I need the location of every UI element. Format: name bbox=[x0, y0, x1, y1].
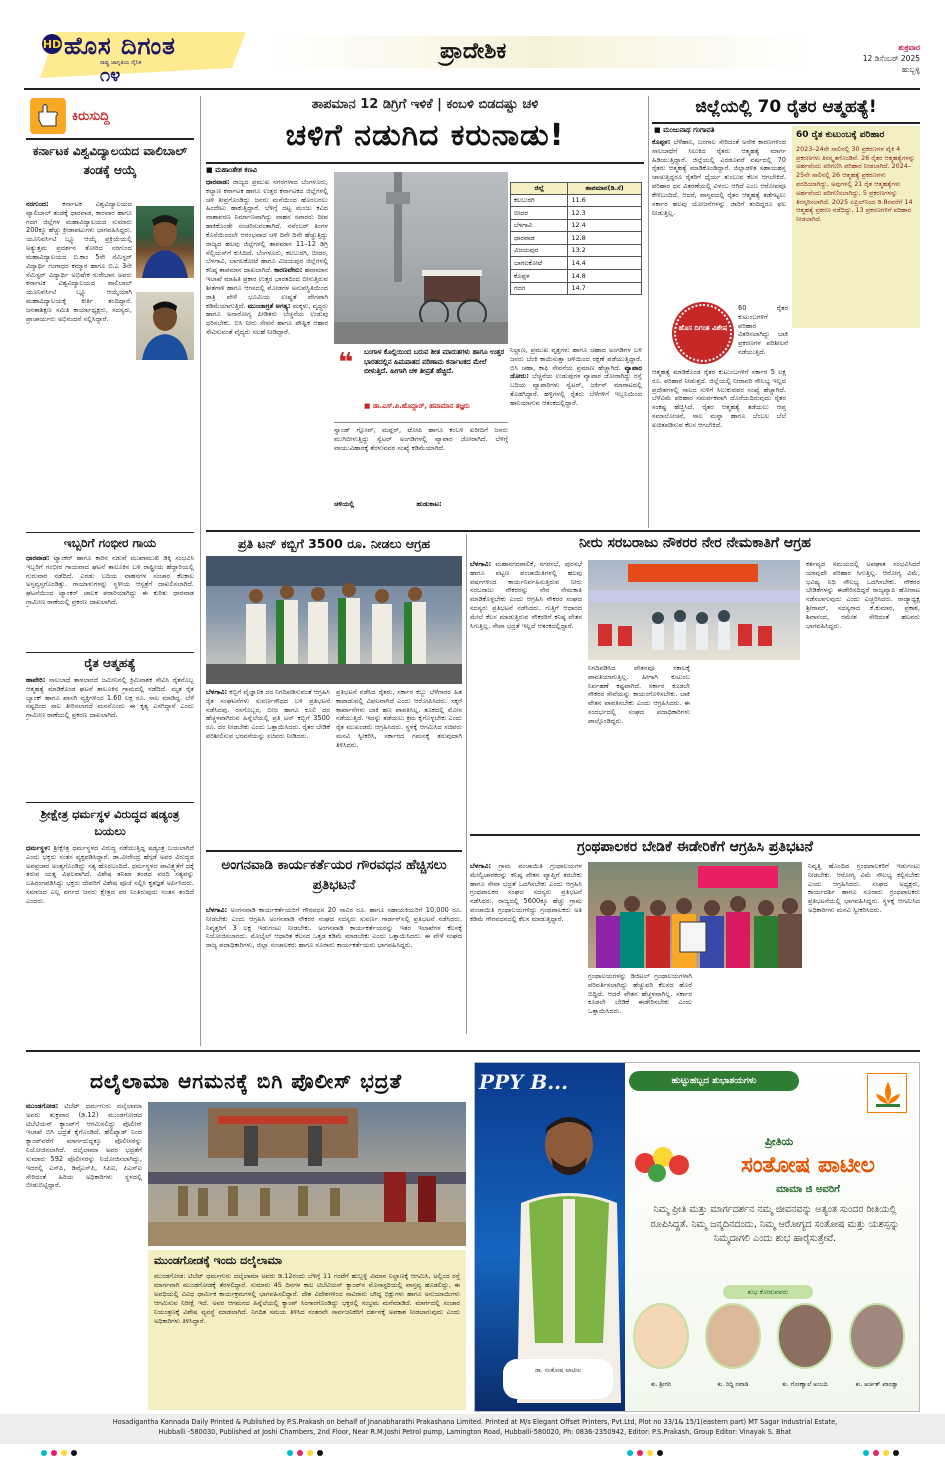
table-cell: 12.8 bbox=[568, 232, 642, 245]
dateline bbox=[824, 43, 920, 76]
librarian-protest-photo bbox=[588, 862, 802, 968]
cold-quote-by-text: ಡಾ.ಎಸ್.ಪಿ.ಹೊದ್ದಾರ್, ಹವಾಮಾನ ತಜ್ಞರು bbox=[372, 402, 470, 410]
cold-rule bbox=[206, 162, 644, 164]
water-body3: ಕರ್ತವ್ಯದ ಸಮಯದಲ್ಲಿ ಅಪಘಾತ ಸಂಭವಿಸಿದರೆ ಯಾವುದೇ ಪರಿಹಾರ ಸಿಗುತ್ತಿಲ್ಲ. ಆರೋಗ್ಯ ವಿಮೆ, ಭವಿಷ್ಯ ನಿಧಿ ಸೌಲಭ್ಯ ಒದಗಿಸಬೇಕು. ನೌಕರರ ಬೇಡಿಕೆಗಳನ್ನು ಈಡೇರಿಸದಿದ್ದರೆ ರಾಜ್ಯವ್ಯಾಪಿ ಹೋರಾಟ ನಡೆಸಲಾಗುವುದು ಎಂದು ಎಚ್ಚರಿಸಿದರು. ರಾಜ್ಯಾಧ್ಯಕ್ಷ ಶ್ರೀರಾಮ್, ಸದಸ್ಯರಾದ ಕೆ.ಕುಮಾರ, ಪ್ರಕಾಶ, ಶಿವಾನಂದ, ರಮೇಶ ಸೇರಿದಂತೆ ಹಲವರು ಭಾಗವಹಿಸಿದ್ದರು. bbox=[806, 560, 920, 630]
brief3-body bbox=[26, 676, 194, 800]
special-seal-text: ಹೊಸ ದಿಗಂತ ವಿಶೇಷ bbox=[678, 324, 728, 332]
cold-body2: ಹವಾಮಾನ ಇಲಾಖೆ ಮಾಹಿತಿ ಪ್ರಕಾರ ಉತ್ತರ ಭಾರತದಿಂದ ಬೀಸುತ್ತಿರುವ ಶೀತಗಾಳಿ ಹಾಗೂ ಆಗಸದಲ್ಲಿ ಮೋಡಗಳ ಅನುಪಸ್ಥಿತಿಯಿಂದ ರಾತ್ರಿ ವೇಳೆ ಭೂಮಿಯ ಉಷ್ಣತೆ ವೇಗವಾಗಿ ಕಡಿಮೆಯಾಗುತ್ತಿದೆ. bbox=[206, 266, 328, 310]
sugarcane-headline: ಪ್ರತಿ ಟನ್ ಕಬ್ಬಿಗೆ 3500 ರೂ. ನೀಡಲು ಆಗ್ರಹ bbox=[237, 536, 431, 551]
librarian-body-col2 bbox=[588, 972, 692, 1042]
table-row bbox=[511, 232, 642, 245]
brief3-headline: ರೈತ ಆತ್ಮಹತ್ಯೆ bbox=[84, 656, 136, 670]
farmers-rule bbox=[652, 122, 920, 124]
farmers-byline: ■ ಮಂಜುನಾಥ ಗಂಗಾವತಿ bbox=[654, 126, 715, 134]
section-band bbox=[268, 36, 813, 68]
anganwadi-body bbox=[206, 906, 462, 1042]
farmers-body3: ಆತ್ಮಹತ್ಯೆ ಮಾಡಿಕೊಂಡ ರೈತರ ಕುಟುಂಬಗಳಿಗೆ ಸರ್ಕಾರ 5 ಲಕ್ಷ ರೂ. ಪರಿಹಾರ ನೀಡುತ್ತದೆ. ಜಿಲ್ಲೆಯಲ್ಲಿ ನೀರಾವರಿ ಸೌಲಭ್ಯ ಇಲ್ಲದ ಪ್ರದೇಶಗಳಲ್ಲಿ ಸಾಲದ ಸುಳಿಗೆ ಸಿಲುಕುವವರ ಸಂಖ್ಯೆ ಹೆಚ್ಚಾಗಿದೆ. ಬೆಳೆವಿಮೆ ಪರಿಹಾರ ಸಮರ್ಪಕವಾಗಿ ದೊರೆಯದಿರುವುದು ರೈತರ ಸಂಕಷ್ಟ ಹೆಚ್ಚಿಸಿದೆ. ರೈತರ ಆತ್ಮಹತ್ಯೆ ತಡೆಯಲು ಆಪ್ತ ಸಮಾಲೋಚನೆ, ಸಾಲ ಮನ್ನಾ ಹಾಗೂ ಬೆಂಬಲ ಬೆಲೆ ಖಚಿತಪಡಿಸುವ ಕೆಲಸ ಆಗಬೇಕಿದೆ. bbox=[652, 368, 786, 429]
brief2-body bbox=[26, 554, 194, 650]
cold-body3: ಮಕ್ಕಳು, ವೃದ್ಧರು ಹಾಗೂ ಅನಾರೋಗ್ಯ ಪೀಡಿತರು ಬೆಚ್ಚನೆಯ ಉಡುಪು ಧರಿಸಬೇಕು. ಬಿಸಿ ನೀರು ಸೇವನೆ ಹಾಗೂ ಪೌಷ್ಟಿಕ ಆಹಾರ ಸೇವಿಸುವಂತೆ ವೈದ್ಯರು ಸಲಹೆ ನೀಡಿದ್ದಾರೆ. bbox=[206, 301, 328, 337]
sugarcane-protest-photo bbox=[206, 556, 462, 684]
librarian-dateline: ಬೆಳಗಾವಿ: bbox=[470, 862, 492, 870]
wisher-name-1: ಕು. ಶ್ರೀಗರಿ bbox=[650, 1381, 672, 1388]
table-cell: 13.2 bbox=[568, 244, 642, 257]
col-divider-left bbox=[200, 96, 201, 1046]
col-divider-row2 bbox=[466, 534, 467, 1034]
sugarcane-body-col2 bbox=[336, 688, 462, 844]
footer-line-1: Hosadigantha Kannada Daily Printed & Published by P.S.Prakash on behalf of Jnanabharathi Prakashana Limited. Printed at M/s Elegant Offset Printers, Pvt.Ltd, Plot no 33/1& 15/1(eastern part) MT Sagar Industrial Estate, bbox=[112, 1418, 838, 1426]
cold-body-col4 bbox=[510, 346, 642, 518]
cold-body5: ನಿಲ್ದಾಣ, ಪ್ರಮುಖ ವೃತ್ತಗಳು ಹಾಗೂ ಚಹಾದ ಅಂಗಡಿಗಳ ಬಳಿ ಜನರು ಬೆಂಕಿ ಕಾಯಿಸುತ್ತಾ ಚಳಿಯಿಂದ ರಕ್ಷಣೆ ಪಡೆಯುತ್ತಿದ್ದಾರೆ. ಬಿಸಿ ಚಹಾ, ಕಾಫಿ ಸೇವನೆಯ ಪ್ರಮಾಣ ಹೆಚ್ಚಾಗಿದೆ. bbox=[510, 346, 642, 372]
brief-divider-1 bbox=[26, 532, 194, 533]
date-day: ಶುಕ್ರವಾರ bbox=[898, 43, 920, 52]
librarian-body3: ನಿವೃತ್ತಿ ಹೊಂದಿದ ಗ್ರಂಥಪಾಲಕರಿಗೆ ಇಡುಗಂಟು ನೀಡಬೇಕು. ಆರೋಗ್ಯ ವಿಮೆ ಸೌಲಭ್ಯ ಕಲ್ಪಿಸಬೇಕು ಎಂದು ಆಗ್ರಹಿಸಿದರು. ಸಂಘದ ಅಧ್ಯಕ್ಷರು, ಕಾರ್ಯದರ್ಶಿ ಹಾಗೂ ನೂರಾರು ಗ್ರಂಥಪಾಲಕರು ಪ್ರತಿಭಟನೆಯಲ್ಲಿ ಭಾಗವಹಿಸಿದ್ದರು. ಸ್ಥಳಕ್ಕೆ ಆಗಮಿಸಿದ ಅಧಿಕಾರಿಗಳು ಮನವಿ ಸ್ವೀಕರಿಸಿದರು. bbox=[808, 862, 920, 915]
cold-body1: ರಾಜ್ಯದ ಪ್ರಮುಖ ನಗರಗಳಾದ ಬೆಂಗಳೂರು, ಕಲ್ಯಾಣ ಕರ್ನಾಟಕ ಹಾಗೂ ಉತ್ತರ ಕರ್ನಾಟಕದ ಜಿಲ್ಲೆಗಳಲ್ಲಿ ಚಳಿ ತೀವ್ರಗೊಂಡಿದ್ದು ಜನರು ಮನೆಯಿಂದ ಹೊರಬರಲು ಹಿಂದೇಟು ಹಾಕುತ್ತಿದ್ದಾರೆ. ಬೆಳಿಗ್ಗೆ ದಟ್ಟ ಮಂಜು ಕವಿದ ವಾತಾವರಣ ನಿರ್ಮಾಣವಾಗಿದ್ದು ವಾಹನ ಸವಾರರು ದೀಪ ಹಾಕಿಕೊಂಡೇ ಸಂಚರಿಸುವಂತಾಗಿದೆ. ನವೆಂಬರ್ ತಿಂಗಳ ಕೊನೆಯಿಂದಲೇ ಆರಂಭವಾದ ಚಳಿ ದಿನೇ ದಿನೇ ಹೆಚ್ಚುತ್ತಿದ್ದು ರಾಜ್ಯದ ಹಲವು ಜಿಲ್ಲೆಗಳಲ್ಲಿ ತಾಪಮಾನ 11–12 ಡಿಗ್ರಿ ಸೆಲ್ಸಿಯಸ್‌ಗೆ ಕುಸಿದಿದೆ. ಬೆಂಗಳೂರು, ಕಲಬುರಗಿ, ಬೀದರ, ಬೆಳಗಾವಿ, ಬಾಗಲಕೋಟೆ ಹಾಗೂ ವಿಜಯಪುರ ಜಿಲ್ಲೆಗಳಲ್ಲಿ ಕನಿಷ್ಠ ತಾಪಮಾನ ದಾಖಲಾಗಿದೆ. bbox=[206, 178, 328, 275]
table-row bbox=[511, 244, 642, 257]
cold-headline: ಚಳಿಗೆ ನಡುಗಿದ ಕರುನಾಡು! bbox=[285, 118, 565, 153]
farmers-body-side bbox=[738, 304, 788, 368]
dalai-body: ಟಿಬೆಟ್ ಧರ್ಮಗುರು ದಲೈಲಾಮಾ ಅವರು ಶುಕ್ರವಾರ (ಡಿ.12) ಮುಂಡಗೋಡದ ಟಿಬೆಟಿಯನ್ ಕ್ಯಾಂಪ್‌ಗೆ ಆಗಮಿಸಲಿದ್ದು ಪೊಲೀಸ್ ಇಲಾಖೆ ಬಿಗಿ ಭದ್ರತೆ ಕೈಗೊಂಡಿದೆ. ಹೆಲಿಪ್ಯಾಡ್ ನಿಂದ ಕ್ಯಾಂಪ್‌ವರೆಗೆ ಮಾರ್ಗದುದ್ದಕ್ಕೂ ಪೊಲೀಸರನ್ನು ನಿಯೋಜಿಸಲಾಗಿದೆ. ದಲೈಲಾಮಾ ಅವರ ಭದ್ರತೆಗೆ ಸುಮಾರು 592 ಪೊಲೀಸರನ್ನು ನಿಯೋಜಿಸಲಾಗಿದ್ದು, ಇದರಲ್ಲಿ ಎಸ್‌ಪಿ, ಡಿವೈಎಸ್‌ಪಿ, ಸಿಪಿಐ, ಪಿಎಸ್‌ಐ ಸೇರಿದಂತೆ ಹಿರಿಯ ಅಧಿಕಾರಿಗಳು ಸ್ಥಳದಲ್ಲಿ ಬೀಡುಬಿಟ್ಟಿದ್ದಾರೆ. bbox=[26, 1102, 142, 1190]
ad-sign-badge bbox=[503, 1359, 613, 1399]
quote-rule bbox=[334, 422, 508, 423]
brief2-dateline: ಧಾರವಾಡ: bbox=[26, 554, 50, 562]
masthead-rule bbox=[24, 88, 920, 90]
section-title: ಪ್ರಾದೇಶಿಕ bbox=[440, 39, 507, 64]
brief4-dateline: ಧರ್ಮಸ್ಥಳ: bbox=[26, 844, 51, 852]
brief-divider-2 bbox=[26, 652, 194, 653]
cold-fog-photo bbox=[334, 172, 508, 344]
cold-sub1: ಕಾರಣವೇನು: bbox=[274, 266, 303, 275]
table-cell: ಗದಗ bbox=[511, 282, 568, 295]
wisher-name-4: ಕು. ಅರ್ಚಿತ್ ಖಾಂಡ್ವಾ bbox=[855, 1381, 899, 1388]
dalai-box-title: ಮುಂಡಗೋಡಕ್ಕೆ ಇಂದು ದಲೈಲಾಮಾ bbox=[154, 1254, 283, 1267]
player-photo-1 bbox=[136, 206, 194, 278]
librarian-story bbox=[470, 838, 920, 1044]
brief1-dateline: ನರಗುಂದ: bbox=[26, 200, 49, 208]
col-divider-mid bbox=[648, 96, 649, 528]
cold-dateline: ಧಾರವಾಡ: bbox=[206, 178, 230, 186]
cold-quote-by: ■ ಡಾ.ಎಸ್.ಪಿ.ಹೊದ್ದಾರ್, ಹವಾಮಾನ ತಜ್ಞರು bbox=[364, 402, 470, 410]
brief1-text: ಕರ್ನಾಟಕ ವಿಶ್ವವಿದ್ಯಾಲಯದ ವ್ಯಾಲಿಬಾಲ್ ತಂಡಕ್ಕೆ ಧಾರವಾಡ, ಕಾರವಾರ ಹಾಗೂ ಗದಗ ಜಿಲ್ಲೆಗಳ ಮಹಾವಿದ್ಯಾಲಯದ ಸುಮಾರು 200ಕ್ಕೂ ಹೆಚ್ಚು ಕ್ರೀಡಾಪಟುಗಳು ಭಾಗವಹಿಸಿದ್ದರು. ಯೂನಿವರ್ಸಿಟಿ ಬ್ಲ್ಯೂ ಆಯ್ಕೆ ಪ್ರಕ್ರಿಯೆಯಲ್ಲಿ ಅತ್ಯುತ್ತಮ ಪ್ರದರ್ಶನ ತೋರಿದ ನರಗುಂದ ಮಹಾವಿದ್ಯಾಲಯದ ಬಿ.ಕಾಂ 5ನೇ ಸೆಮಿಸ್ಟರ್ ವಿದ್ಯಾರ್ಥಿ ಗಂಗಾಧರ ಕಮ್ಮಾರ ಹಾಗೂ ಬಿ.ಎ 3ನೇ ಸೆಮಿಸ್ಟರ್ ವಿದ್ಯಾರ್ಥಿ ಅಭಿಷೇಕ ಸುರೇಬಾನ ಅವರು ಕರ್ನಾಟಕ ವಿಶ್ವವಿದ್ಯಾಲಯದ ವಾಲಿಬಾಲ್ ಯೂನಿವರ್ಸಿಟಿ ಬ್ಲ್ಯೂ ಆಯ್ಕೆಯಾಗಿ ಮಹಾವಿದ್ಯಾಲಯಕ್ಕೆ ಕೀರ್ತಿ ತಂದಿದ್ದಾರೆ. ಜನತಾಶಿಕ್ಷಣ ಸಮಿತಿ ಕಾರ್ಯಾಧ್ಯಕ್ಷರು, ಸದಸ್ಯರು, ಪ್ರಾಚಾರ್ಯರು ಅಭಿನಂದನೆ ಸಲ್ಲಿಸಿದ್ದಾರೆ. bbox=[26, 200, 132, 323]
anganwadi-text: ಅಂಗನವಾಡಿ ಕಾರ್ಯಕರ್ತೆಯರಿಗೆ ಗೌರವಧನ 20 ಸಾವಿರ ರೂ. ಹಾಗೂ ಸಹಾಯಕಿಯರಿಗೆ 10,000 ರೂ. ನೀಡಬೇಕು ಎಂದು ಆಗ್ರಹಿಸಿ ಅಂಗನವಾಡಿ ನೌಕರರ ಸಂಘದ ಸದಸ್ಯರು ಸುವರ್ಣ ಗಾರ್ಡನ್‌ನಲ್ಲಿ ಪ್ರತಿಭಟನೆ ನಡೆಸಿದರು. ನಿವೃತ್ತರಿಗೆ 3 ಲಕ್ಷ ಇಡುಗಂಟು ನೀಡಬೇಕು. ಅಂಗನವಾಡಿ ಕಾರ್ಯಕರ್ತೆಯರನ್ನು ಇತರ ಇಲಾಖೆಗಳ ಕೆಲಸಕ್ಕೆ ನಿಯೋಜಿಸಬಾರದು. ಮೊಬೈಲ್ ಆಧಾರಿತ ಕೆಲಸದ ಒತ್ತಡ ಕಡಿಮೆ ಮಾಡಬೇಕು ಎಂದು ಒತ್ತಾಯಿಸಿದರು. ಈ ವೇಳೆ ಸಂಘದ ರಾಜ್ಯ ಪದಾಧಿಕಾರಿಗಳು, ಜಿಲ್ಲಾ ಸಂಚಾಲಕರು ಹಾಗೂ ನೂರಾರು ಕಾರ್ಯಕರ್ತೆಯರು ಭಾಗವಹಿಸಿದ್ದರು. bbox=[206, 906, 462, 950]
farmers-body-col2 bbox=[792, 332, 920, 518]
brief1-headline: ಕರ್ನಾಟಕ ವಿಶ್ವವಿದ್ಯಾಲಯದ ವಾಲಿಬಾಲ್ ತಂಡಕ್ಕೆ ಆಯ್ಕೆ bbox=[32, 144, 188, 177]
table-row bbox=[511, 270, 642, 283]
table-row bbox=[511, 194, 642, 207]
cold-body-col1 bbox=[206, 178, 328, 518]
ad-script-text: PPY B... bbox=[479, 1070, 569, 1094]
ad-wish-text: ನಿಮ್ಮ ಪ್ರೀತಿ ಮತ್ತು ಮಾರ್ಗದರ್ಶನ ನಮ್ಮ ಜೀವನವನ್ನು ಅತ್ಯಂತ ಸುಂದರ ರೀತಿಯಲ್ಲಿ ರೂಪಿಸಿದ್ದತೆ. ನಿಮ್ಮ ಜನ್ಮದಿನದಂದು, ನಿಮ್ಮ ಆರೋಗ್ಯದ ಸಂತೋಷ ಮತ್ತು ಯಶಸ್ಸನ್ನು ನಿಮ್ಮದಾಗಲಿ ಎಂದು ಶುಭ ಹಾರೈಸುತ್ತೇವೆ. bbox=[650, 1204, 900, 1245]
kirusuddi-column bbox=[26, 96, 196, 1056]
ad-sign-text: ಡಾ. ಸಂತೋಷ ಪಾಟೀಲ bbox=[534, 1367, 582, 1374]
registration-marks bbox=[0, 1446, 945, 1460]
cold-sub5: ಹುಡುಕಾಟ: bbox=[416, 500, 442, 508]
librarian-body-col3 bbox=[698, 972, 802, 1042]
table-cell: ಕಲಬುರಗಿ bbox=[511, 194, 568, 207]
table-cell: 14.7 bbox=[568, 282, 642, 295]
special-seal-badge bbox=[674, 304, 732, 362]
table-row bbox=[511, 219, 642, 232]
ad-wishers-label: ಶುಭ ಕೋರುವವರು bbox=[723, 1285, 813, 1299]
footer-imprint bbox=[30, 1418, 920, 1437]
table-cell: ಬೀದರ bbox=[511, 207, 568, 220]
kirusuddi-label: ಕಿರುಸುದ್ದಿ bbox=[72, 109, 110, 124]
temp-table-grid bbox=[510, 182, 642, 295]
ad-banner: ಹುಟ್ಟುಹಬ್ಬದ ಶುಭಾಶಯಗಳು bbox=[629, 1071, 799, 1091]
player-photo-2 bbox=[136, 292, 194, 360]
anganwadi-dateline: ಬೆಳಗಾವಿ: bbox=[206, 906, 228, 914]
svg-text:HD: HD bbox=[42, 38, 62, 51]
table-cell: ಬೆಳಗಾವಿ bbox=[511, 219, 568, 232]
date-city: ಹುಬ್ಬಳ್ಳಿ bbox=[901, 64, 920, 74]
wisher-photo-1 bbox=[633, 1303, 689, 1369]
sugarcane-body1: ಕಬ್ಬಿಗೆ ವೈಜ್ಞಾನಿಕ ದರ ನಿಗದಿಪಡಿಸುವಂತೆ ಆಗ್ರಹಿಸಿ ರೈತ ಸಂಘಟನೆಗಳು ಸುವರ್ಣಸೌಧದ ಬಳಿ ಪ್ರತಿಭಟನೆ ನಡೆಸಿದವು. ರಸಗೊಬ್ಬರ, ಬೀಜ ಹಾಗೂ ಕೂಲಿ ದರ ಹೆಚ್ಚಳವಾಗಿರುವ ಹಿನ್ನೆಲೆಯಲ್ಲಿ ಪ್ರತಿ ಟನ್ ಕಬ್ಬಿಗೆ 3500 ರೂ. ದರ ನೀಡಬೇಕು ಎಂದು ಒತ್ತಾಯಿಸಿದರು. ರೈತರ ಬೇಡಿಕೆ ಪರಿಶೀಲಿಸುವ ಭರವಸೆಯನ್ನು ಸಚಿವರು ನೀಡಿದರು. bbox=[206, 688, 330, 741]
brief4-text: ಶ್ರೀಕ್ಷೇತ್ರ ಧರ್ಮಸ್ಥಳದ ವಿರುದ್ಧ ನಡೆಯುತ್ತಿದ್ದ ಷಡ್ಯಂತ್ರ ಬಯಲಾಗಿದೆ ಎಂದು ಭಕ್ತರು ಸಂತಸ ವ್ಯಕ್ತಪಡಿಸಿದ್ದಾರೆ. ಡಾ.ವೀರೇಂದ್ರ ಹೆಗ್ಗಡೆ ಅವರ ವಿರುದ್ಧದ ಅಪಪ್ರಚಾರ ಅಂತ್ಯಗೊಂಡಿದ್ದು ಸತ್ಯ ಹೊರಬಂದಿದೆ. ಧರ್ಮಸ್ಥಳದ ಪಾವಿತ್ರ್ಯತೆಗೆ ಧಕ್ಕೆ ತರುವ ಯತ್ನ ವಿಫಲವಾಗಿದೆ. ವಿಶೇಷ ತನಿಖಾ ತಂಡದ ವರದಿ ಸತ್ಯವನ್ನು ಬಹಿರಂಗಪಡಿಸಿದ್ದು ಭಕ್ತರು ದೇವರಿಗೆ ವಿಶೇಷ ಪೂಜೆ ಸಲ್ಲಿಸಿ ಕೃತಜ್ಞತೆ ಅರ್ಪಿಸಿದರು. ಸಮಾಜದ ಎಲ್ಲ ವರ್ಗದ ಜನರು ಕ್ಷೇತ್ರದ ಪರ ನಿಂತಿರುವುದು ಸಂತಸ ತಂದಿದೆ ಎಂದರು. bbox=[26, 844, 194, 905]
cold-sub3: ವ್ಯಾಪಾರ ಜೋರು: bbox=[510, 363, 642, 381]
temp-table bbox=[510, 182, 642, 295]
cold-body6: ಬೆಚ್ಚನೆಯ ಉಡುಪುಗಳ ವ್ಯಾಪಾರ ಜೋರಾಗಿದ್ದು ರಸ್ತೆ ಬದಿಯ ವ್ಯಾಪಾರಿಗಳು ಸ್ವೆಟರ್, ಜರ್ಕಿನ್ ಮಾರಾಟದಲ್ಲಿ ತೊಡಗಿದ್ದಾರೆ. ಹಳ್ಳಿಗಳಲ್ಲಿ ರೈತರು ಬೆಳೆಗಳಿಗೆ ಇಬ್ಬನಿಯಿಂದ ಹಾನಿಯಾಗುವ ಆತಂಕದಲ್ಲಿದ್ದಾರೆ. bbox=[510, 372, 642, 407]
cold-byline: ■ ಮಹಾಂತೇಶ ಕಣವಿ bbox=[206, 166, 258, 174]
dalai-headline: ದಲೈಲಾಮಾ ಆಗಮನಕ್ಕೆ ಬಿಗಿ ಪೊಲೀಸ್ ಭದ್ರತೆ bbox=[89, 1069, 403, 1093]
brief1-body-cont bbox=[26, 432, 194, 530]
dalai-box-body: ಮುಂಡಗೋಡ: ಟಿಬೆಟ್ ಧರ್ಮಗುರು ದಲೈಲಾಮಾ ಅವರು ಡಿ.12ರಂದು ಬೆಳಿಗ್ಗೆ 11 ಗಂಟೆಗೆ ಹುಬ್ಬಳ್ಳಿ ವಿಮಾನ ನಿಲ್ದಾಣಕ್ಕೆ ಆಗಮಿಸಿ, ಅಲ್ಲಿಂದ ರಸ್ತೆ ಮಾರ್ಗವಾಗಿ ಮುಂಡಗೋಡಕ್ಕೆ ತೆರಳಲಿದ್ದಾರೆ. ಸುಮಾರು 45 ದಿನಗಳ ಕಾಲ ಟಿಬೆಟಿಯನ್ ಕ್ಯಾಂಪ್‌ನ ಮೊನಾಸ್ಟರಿಯಲ್ಲಿ ವಾಸ್ತವ್ಯ ಹೂಡಲಿದ್ದು, ಈ ಅವಧಿಯಲ್ಲಿ ವಿವಿಧ ಧಾರ್ಮಿಕ ಕಾರ್ಯಕ್ರಮಗಳಲ್ಲಿ ಭಾಗವಹಿಸಲಿದ್ದಾರೆ. ದೇಶ ವಿದೇಶಗಳಿಂದ ಸಾವಿರಾರು ಬೌದ್ಧ ಭಿಕ್ಷುಗಳು ಹಾಗೂ ಅನುಯಾಯಿಗಳು ಆಗಮಿಸುವ ನಿರೀಕ್ಷೆ ಇದೆ. ಅವರ ಆಗಮನದ ಹಿನ್ನೆಲೆಯಲ್ಲಿ ಕ್ಯಾಂಪ್ ಸಿಂಗಾರಗೊಂಡಿದ್ದು ಭಕ್ತರಲ್ಲಿ ಸಂಭ್ರಮ ಮನೆಮಾಡಿದೆ. ಮಾರ್ಗದಲ್ಲಿ ಸಂಚಾರ ನಿಯಂತ್ರಣಕ್ಕೆ ವಿಶೇಷ ವ್ಯವಸ್ಥೆ ಮಾಡಲಾಗಿದೆ. ನಿಗದಿತ ಸಮಯ ತಿಳಿಸಿದ ನಂತರವೇ ಸಾರ್ವಜನಿಕರಿಗೆ ದರ್ಶನಕ್ಕೆ ಅವಕಾಶ ನೀಡಲಾಗುವುದು ಎಂದು ಅಧಿಕಾರಿಗಳು ತಿಳಿಸಿದ್ದಾರೆ. bbox=[154, 1271, 460, 1325]
water-body-col3 bbox=[696, 664, 800, 828]
brief1-body bbox=[26, 200, 132, 428]
temp-col-value: ತಾಪಮಾನ(ಡಿ.ಸೆ) bbox=[568, 183, 642, 195]
librarian-body-col1 bbox=[470, 862, 582, 1042]
water-story bbox=[470, 534, 920, 830]
table-cell: ವಿಜಯಪುರ bbox=[511, 244, 568, 257]
sugarcane-body2: ಪ್ರತಿಭಟನೆ ನಡೆಸಿದ ರೈತರು, ಸರ್ಕಾರ ಕಬ್ಬು ಬೆಳೆಗಾರರ ಹಿತ ಕಾಪಾಡುವಲ್ಲಿ ವಿಫಲವಾಗಿದೆ ಎಂದು ಆರೋಪಿಸಿದರು. ಸಕ್ಕರೆ ಕಾರ್ಖಾನೆಗಳು ಬಾಕಿ ಹಣ ಪಾವತಿಸಿಲ್ಲ. ತೂಕದಲ್ಲಿ ಮೋಸ ನಡೆಯುತ್ತಿದೆ. ಇದನ್ನು ತಡೆಯಲು ಕ್ರಮ ಕೈಗೊಳ್ಳಬೇಕು ಎಂದು ರೈತ ಮುಖಂಡರು ಆಗ್ರಹಿಸಿದರು. ಸ್ಥಳಕ್ಕೆ ಆಗಮಿಸಿದ ಸಚಿವರು ಮನವಿ ಸ್ವೀಕರಿಸಿ, ಸರ್ಕಾರದ ಗಮನಕ್ಕೆ ತರುವುದಾಗಿ ತಿಳಿಸಿದರು. bbox=[336, 688, 462, 749]
water-body-col4 bbox=[806, 560, 920, 828]
farmers-box-body: 2023–24ನೇ ಸಾಲಿನಲ್ಲಿ 30 ಪ್ರಕರಣಗಳ ಪೈಕಿ 4 ಪ್ರಕರಣಗಳು ತಿರಸ್ಕೃತಗೊಂಡಿವೆ. 26 ರೈತರ ಆತ್ಮಹತ್ಯೆಗಳನ್ನು ಅರ್ಹವೆಂದು ಪರಿಗಣಿಸಿ ಪರಿಹಾರ ನೀಡಲಾಗಿದೆ. 2024–25ನೇ ಸಾಲಿನಲ್ಲಿ 26 ಆತ್ಮಹತ್ಯೆ ಪ್ರಕರಣಗಳು ವರದಿಯಾಗಿದ್ದು, ಅವುಗಳಲ್ಲಿ 21 ರೈತ ಆತ್ಮಹತ್ಯೆಗಳು ಅರ್ಹವೆಂದು ಪರಿಗಣಿಸಲಾಗಿದ್ದು, 5 ಪ್ರಕರಣಗಳನ್ನು ತಿರಸ್ಕರಿಸಲಾಗಿದೆ. 2025 ಏಪ್ರಿಲ್‌ನಿಂದ ಡಿ.8ರವರೆಗೆ 14 ಆತ್ಮಹತ್ಯೆ ಪ್ರಕರಣ ನಡೆದಿದ್ದು, 13 ಪ್ರಕರಣಗಳಿಗೆ ಪರಿಹಾರ ನೀಡಲಾಗಿದೆ. bbox=[796, 144, 916, 224]
water-body-col2 bbox=[588, 664, 690, 828]
logo-tagline: ರಾಷ್ಟ್ರ ಜಾಗೃತಿಯ ದೈನಿಕ bbox=[100, 60, 142, 66]
farmers-box bbox=[792, 126, 920, 328]
logo-wordmark: ಹೊಸ ದಿಗಂತ bbox=[64, 31, 176, 60]
table-cell: ಬಾಗಲಕೋಟೆ bbox=[511, 257, 568, 270]
farmers-body-col1 bbox=[652, 138, 786, 302]
dalai-dateline: ಮುಂಡಗೋಡ: bbox=[26, 1102, 59, 1110]
brief-divider-3 bbox=[26, 802, 194, 803]
wisher-photo-4 bbox=[849, 1303, 905, 1369]
sugarcane-story bbox=[206, 534, 462, 846]
flower-bouquet-icon bbox=[625, 1143, 705, 1193]
birthday-ad bbox=[474, 1062, 920, 1412]
ad-preetiya: ಪ್ರೀತಿಯ bbox=[765, 1135, 794, 1148]
cold-byline-text: ಮಹಾಂತೇಶ ಕಣವಿ bbox=[215, 166, 258, 174]
farmers-body1: ಬೆಳೆಹಾನಿ, ಬರಗಾಲ ಸೇರಿದಂತೆ ಅನೇಕ ಕಾರಣಗಳಿಂದ ಸಾಲಬಾಧೆಗೆ ಸಿಲುಕಿದ ರೈತರು ಆತ್ಮಹತ್ಯೆ ಮಾರ್ಗ ಹಿಡಿಯುತ್ತಿದ್ದಾರೆ. ಜಿಲ್ಲೆಯಲ್ಲಿ ಎರಡೂವರೆ ವರ್ಷದಲ್ಲಿ 70 ರೈತರು ಆತ್ಮಹತ್ಯೆ ಮಾಡಿಕೊಂಡಿದ್ದಾರೆ. ಜಿಲ್ಲಾಡಳಿತ ಸಹಾಯಹಸ್ತ ಚಾಚುತ್ತಿದ್ದರೂ ರೈತರಿಗೆ ಧೈರ್ಯ ತುಂಬುವ ಕೆಲಸ ಆಗಬೇಕಿದೆ. ಪರಿಹಾರ ಧನ ವಿತರಣೆಯಲ್ಲಿ ವಿಳಂಬ ಆಗಿದೆ ಎಂಬ ಆರೋಪವೂ ಕೇಳಿಬಂದಿದೆ. ಆದರೆ, ವಾಸ್ತವದಲ್ಲಿ ರೈತರ ಆತ್ಮಹತ್ಯೆ ತಡೆಗಟ್ಟಲು ಸರ್ಕಾರ ಹಲವು ಯೋಜನೆಗಳನ್ನು ಜಾರಿಗೆ ತಂದಿದ್ದರೂ ಫಲ ನೀಡುತ್ತಿಲ್ಲ. bbox=[652, 138, 786, 217]
cold-tail bbox=[334, 500, 508, 509]
cold-sub2: ಮುಂಜಾಗ್ರತೆ ಅಗತ್ಯ: bbox=[247, 301, 291, 310]
brief4-body bbox=[26, 844, 194, 1054]
table-cell: 14.4 bbox=[568, 257, 642, 270]
date-date: 12 ಡಿಸೆಂಬರ್ 2025 bbox=[862, 53, 920, 63]
table-cell: 14.8 bbox=[568, 270, 642, 283]
top-margin bbox=[0, 0, 945, 22]
water-headline: ನೀರು ಸರಬರಾಜು ನೌಕರರ ನೇರ ನೇಮಕಾತಿಗೆ ಆಗ್ರಹ bbox=[578, 535, 812, 551]
water-body2: ನಿಗದಿಪಡಿಸಿದ ವೇತನವೂ ಸಕಾಲಕ್ಕೆ ಪಾವತಿಯಾಗುತ್ತಿಲ್ಲ. ಹೀಗಾಗಿ ಕುಟುಂಬ ನಿರ್ವಹಣೆ ಕಷ್ಟವಾಗಿದೆ. ಸರ್ಕಾರ ಕೂಡಲೇ ನೌಕರರ ಸೇವೆಯನ್ನು ಕಾಯಂಗೊಳಿಸಬೇಕು. ಬಾಕಿ ವೇತನ ಪಾವತಿಸಬೇಕು ಎಂದು ಆಗ್ರಹಿಸಿದರು. ಈ ಸಂದರ್ಭದಲ್ಲಿ ಸಂಘದ ಪದಾಧಿಕಾರಿಗಳು ಪಾಲ್ಗೊಂಡಿದ್ದರು. bbox=[588, 664, 690, 725]
water-body-col1 bbox=[470, 560, 582, 828]
wisher-name-3: ಕು. ಗೋಣ್ವಾಲೆ ಅಂಬದಿ bbox=[782, 1381, 828, 1388]
table-row bbox=[511, 282, 642, 295]
row-rule-1 bbox=[206, 530, 920, 532]
wisher-photo-2 bbox=[705, 1303, 761, 1369]
row-rule-4 bbox=[26, 1050, 920, 1052]
table-cell: 12.3 bbox=[568, 207, 642, 220]
water-body1: ಮಹಾನಗರಪಾಲಿಕೆ, ನಗರಸಭೆ, ಪುರಸಭೆ ಹಾಗೂ ಪಟ್ಟಣ ಪಂಚಾಯಿತಿಗಳಲ್ಲಿ ಹಲವು ವರ್ಷಗಳಿಂದ ಕಾರ್ಯನಿರ್ವಹಿಸುತ್ತಿರುವ ನೀರು ಸರಬರಾಜು ನೌಕರರನ್ನು ನೇರ ನೇಮಕಾತಿ ಮಾಡಿಕೊಳ್ಳಬೇಕು ಎಂದು ಆಗ್ರಹಿಸಿ ನೌಕರರ ಸಂಘದ ಸದಸ್ಯರು ಪ್ರತಿಭಟನೆ ನಡೆಸಿದರು. ಗುತ್ತಿಗೆ ಆಧಾರದ ಮೇಲೆ ಕೆಲಸ ಮಾಡುತ್ತಿರುವ ನೌಕರರಿಗೆ ಕನಿಷ್ಠ ವೇತನ ಸಿಗುತ್ತಿಲ್ಲ. ಸೇವಾ ಭದ್ರತೆ ಇಲ್ಲದೆ ಆತಂಕದಲ್ಲಿದ್ದಾರೆ. bbox=[470, 560, 582, 630]
row-rule-3 bbox=[206, 850, 462, 852]
ad-honoree-name: ಸಂತೋಷ ಪಾಟೀಲ bbox=[741, 1153, 875, 1178]
librarian-body1: ಗ್ರಾಮ ಪಂಚಾಯಿತಿ ಗ್ರಂಥಾಲಯಗಳ ಮೇಲ್ವಿಚಾರಕರನ್ನು ಕನಿಷ್ಠ ವೇತನ ವ್ಯಾಪ್ತಿಗೆ ತರಬೇಕು ಹಾಗೂ ಸೇವಾ ಭದ್ರತೆ ಒದಗಿಸಬೇಕು ಎಂದು ಆಗ್ರಹಿಸಿ ಗ್ರಂಥಪಾಲಕರ ಸಂಘದ ಸದಸ್ಯರು ಪ್ರತಿಭಟನೆ ನಡೆಸಿದರು. ರಾಜ್ಯದಲ್ಲಿ 5600ಕ್ಕೂ ಹೆಚ್ಚು ಗ್ರಾಮ ಪಂಚಾಯಿತಿ ಗ್ರಂಥಾಲಯಗಳಿದ್ದು ಗ್ರಂಥಪಾಲಕರು ಅತಿ ಕಡಿಮೆ ಗೌರವಧನದಲ್ಲಿ ಕೆಲಸ ಮಾಡುತ್ತಿದ್ದಾರೆ. bbox=[470, 862, 582, 923]
farmers-body2: 60 ರೈತರ ಕುಟುಂಬಗಳಿಗೆ ಪರಿಹಾರ ವಿತರಿಸಲಾಗಿದ್ದು ಬಾಕಿ ಪ್ರಕರಣಗಳ ಪರಿಶೀಲನೆ ನಡೆಯುತ್ತಿದೆ. bbox=[738, 304, 788, 357]
table-row bbox=[511, 207, 642, 220]
brief2-text: ಟ್ಯಾಂಕರ್ ಹಾಗೂ ಕಾರಿನ ನಡುವೆ ಮುಖಾಮುಖಿ ಡಿಕ್ಕಿ ಸಂಭವಿಸಿ ಇಬ್ಬರಿಗೆ ಗಂಭೀರ ಗಾಯವಾದ ಘಟನೆ ತಾಲೂಕಿನ ಬಳಿ ರಾಷ್ಟ್ರೀಯ ಹೆದ್ದಾರಿಯಲ್ಲಿ ಗುರುವಾರ ನಡೆದಿದೆ. ಎರಡು ಬದಿಯ ವಾಹನಗಳ ಸಂಚಾರ ಕೆಲಕಾಲ ಅಸ್ತವ್ಯಸ್ತಗೊಂಡಿತ್ತು. ಗಾಯಾಳುಗಳನ್ನು ಸ್ಥಳೀಯ ಆಸ್ಪತ್ರೆಗೆ ದಾಖಲಿಸಲಾಗಿದೆ. ಘಟನೆಯಿಂದ ಟ್ಯಾಂಕರ್ ಚಾಲಕ ಪರಾರಿಯಾಗಿದ್ದು ಈ ಕುರಿತು ಧಾರವಾಡ ಗ್ರಾಮೀಣ ಠಾಣೆಯಲ್ಲಿ ಪ್ರಕರಣ ದಾಖಲಾಗಿದೆ. bbox=[26, 554, 194, 607]
footer-line-2: Hubballi -580030, Published at Joshi Chambers, 2nd Floor, Near R.M.Joshi Petrol pump, Lamington Road, Hubballi-580020, Ph: 0836-2350942, Editor: P.S.Prakash, Group Editor: Vinayak S. Bhat bbox=[158, 1427, 792, 1436]
dalai-box bbox=[148, 1250, 466, 1410]
table-row bbox=[511, 257, 642, 270]
masthead bbox=[0, 0, 945, 88]
sugarcane-body-col1 bbox=[206, 688, 330, 844]
water-protest-photo bbox=[588, 560, 800, 660]
farmers-body-col1b bbox=[652, 368, 786, 518]
wisher-name-2: ಕು. ರಿದ್ಧಿ ನವಾಡಿ bbox=[717, 1381, 749, 1388]
cold-quote: ಬಂಗಾಳ ಕೊಲ್ಲಿಯಿಂದ ಬರುವ ಶೀತ ಮಾರುತಗಳು ಹಾಗೂ ಉತ್ತರ ಭಾರತದಲ್ಲಿನ ಹಿಮಪಾತದ ಪರಿಣಾಮ ಕರ್ನಾಟಕದ ಮೇಲೆ ಬೀಳುತ್ತಿದೆ. ಹೀಗಾಗಿ ಚಳಿ ತೀವ್ರತೆ ಹೆಚ್ಚಿದೆ. bbox=[364, 348, 505, 376]
cold-body-col3 bbox=[334, 426, 508, 496]
farmers-byline-text: ಮಂಜುನಾಥ ಗಂಗಾವತಿ bbox=[663, 126, 715, 134]
dalai-body-col1 bbox=[26, 1102, 142, 1408]
brief3-text: ಸಾಲಬಾಧೆ ತಾಳಲಾರದೆ ಜಮೀನಿನಲ್ಲಿ ಕ್ರಿಮಿನಾಶಕ ಸೇವಿಸಿ ರೈತನೊಬ್ಬ ಆತ್ಮಹತ್ಯೆ ಮಾಡಿಕೊಂಡ ಘಟನೆ ತಾಲೂಕಿನ ಗ್ರಾಮದಲ್ಲಿ ನಡೆದಿದೆ. ಮೃತ ರೈತ ಬ್ಯಾಂಕ್ ಹಾಗೂ ಖಾಸಗಿ ವ್ಯಕ್ತಿಗಳಿಂದ 1.60 ಲಕ್ಷ ರೂ. ಸಾಲ ಮಾಡಿದ್ದ. ಬೆಳೆ ನಷ್ಟದಿಂದ ಸಾಲ ತೀರಿಸಲಾಗದೆ ಮನನೊಂದು ಈ ಕೃತ್ಯ ಎಸಗಿದ್ದಾನೆ ಎಂದು ಗ್ರಾಮೀಣ ಠಾಣೆಯಲ್ಲಿ ಪ್ರಕರಣ ದಾಖಲಾಗಿದೆ. bbox=[26, 676, 194, 720]
farmers-dateline: ಕೊಪ್ಪಳ: bbox=[652, 138, 671, 146]
table-cell: ಧಾರವಾಡ bbox=[511, 232, 568, 245]
cold-strap: ತಾಪಮಾನ 12 ಡಿಗ್ರಿಗೆ ಇಳಿಕೆ | ಕಂಬಳಿ ಬಿಡದಷ್ಟು ಚಳಿ bbox=[311, 97, 539, 112]
librarian-body-col4 bbox=[808, 862, 920, 1042]
librarian-headline: ಗ್ರಂಥಪಾಲಕರ ಬೇಡಿಕೆ ಈಡೇರಿಕೆಗೆ ಆಗ್ರಹಿಸಿ ಪ್ರತಿಭಟನೆ bbox=[577, 839, 813, 855]
anganwadi-headline: ಅಂಗನವಾಡಿ ಕಾರ್ಯಕರ್ತೆಯರ ಗೌರವಧನ ಹೆಚ್ಚಿಸಲು ಪ್ರತಿಭಟನೆ bbox=[221, 857, 447, 893]
table-cell: ಕೊಪ್ಪಳ bbox=[511, 270, 568, 283]
sugarcane-dateline: ಬೆಳಗಾವಿ: bbox=[206, 688, 228, 696]
footer bbox=[0, 1414, 945, 1444]
water-dateline: ಬೆಳಗಾವಿ: bbox=[470, 560, 492, 568]
farmers-headline: ಜಿಲ್ಲೆಯಲ್ಲಿ 70 ರೈತರ ಆತ್ಮಹತ್ಯೆ! bbox=[695, 97, 877, 117]
quote-mark-icon: ❝ bbox=[338, 348, 354, 378]
cold-sub4: ಚಳಿಯಲ್ಲಿ bbox=[334, 500, 355, 508]
librarian-body2: ಗ್ರಂಥಾಲಯಗಳನ್ನು ಡಿಜಿಟಲ್ ಗ್ರಂಥಾಲಯಗಳಾಗಿ ಪರಿವರ್ತಿಸಲಾಗಿದ್ದು ಹೆಚ್ಚುವರಿ ಕೆಲಸದ ಹೊರೆ ಬಿದ್ದಿದೆ. ಆದರೆ ವೇತನ ಹೆಚ್ಚಳವಾಗಿಲ್ಲ. ಸರ್ಕಾರ ಕೂಡಲೇ ಬೇಡಿಕೆ ಈಡೇರಿಸಬೇಕು ಎಂದು ಒತ್ತಾಯಿಸಿದರು. bbox=[588, 972, 692, 1016]
dalai-story bbox=[26, 1056, 466, 1410]
cold-story bbox=[206, 96, 644, 528]
anganwadi-story bbox=[206, 854, 462, 1044]
ad-honoree-sub: ಮಾಮಾ ಜಿ ಅವರಿಗೆ bbox=[776, 1184, 840, 1195]
table-cell: 12.4 bbox=[568, 219, 642, 232]
lotus-logo-icon bbox=[867, 1073, 907, 1113]
kirusuddi-rule bbox=[26, 138, 194, 140]
row-rule-2 bbox=[470, 834, 920, 836]
dalai-security-photo bbox=[148, 1102, 466, 1246]
page-number: ೧೪ bbox=[100, 65, 121, 86]
farmers-box-title: 60 ರೈತ ಕುಟುಂಬಕ್ಕೆ ಪರಿಹಾರ bbox=[796, 130, 885, 140]
temp-col-district: ಜಿಲ್ಲೆ bbox=[511, 183, 568, 195]
hand-point-icon bbox=[30, 98, 66, 134]
brief2-headline: ಇಬ್ಬರಿಗೆ ಗಂಭೀರ ಗಾಯ bbox=[63, 536, 157, 550]
table-cell: 11.6 bbox=[568, 194, 642, 207]
farmers-story bbox=[652, 96, 920, 528]
brief3-dateline: ಹಾವೇರಿ: bbox=[26, 676, 46, 684]
brief4-headline: ಶ್ರೀಕ್ಷೇತ್ರ ಧರ್ಮಸ್ಥಳ ವಿರುದ್ಧದ ಷಡ್ಯಂತ್ರ ಬಯಲು bbox=[40, 807, 180, 839]
ad-portrait bbox=[499, 1103, 639, 1403]
cold-body4: ಸ್ವಾಂಡ್ ಗ್ಲೋವ್, ಮಫ್ಲರ್, ಟೋಪಿ ಹಾಗೂ ಕಂಬಳಿ ಖರೀದಿಗೆ ಜನರು ಮುಗಿಬೀಳುತ್ತಿದ್ದು ಸ್ವೆಟರ್ ಅಂಗಡಿಗಳಲ್ಲಿ ವ್ಯಾಪಾರ ಜೋರಾಗಿದೆ. ಬೆಳಿಗ್ಗೆ ವಾಯುವಿಹಾರಕ್ಕೆ ತೆರಳುವವರ ಸಂಖ್ಯೆ ಕಡಿಮೆಯಾಗಿದೆ. bbox=[334, 426, 508, 452]
wisher-photo-3 bbox=[777, 1303, 833, 1369]
